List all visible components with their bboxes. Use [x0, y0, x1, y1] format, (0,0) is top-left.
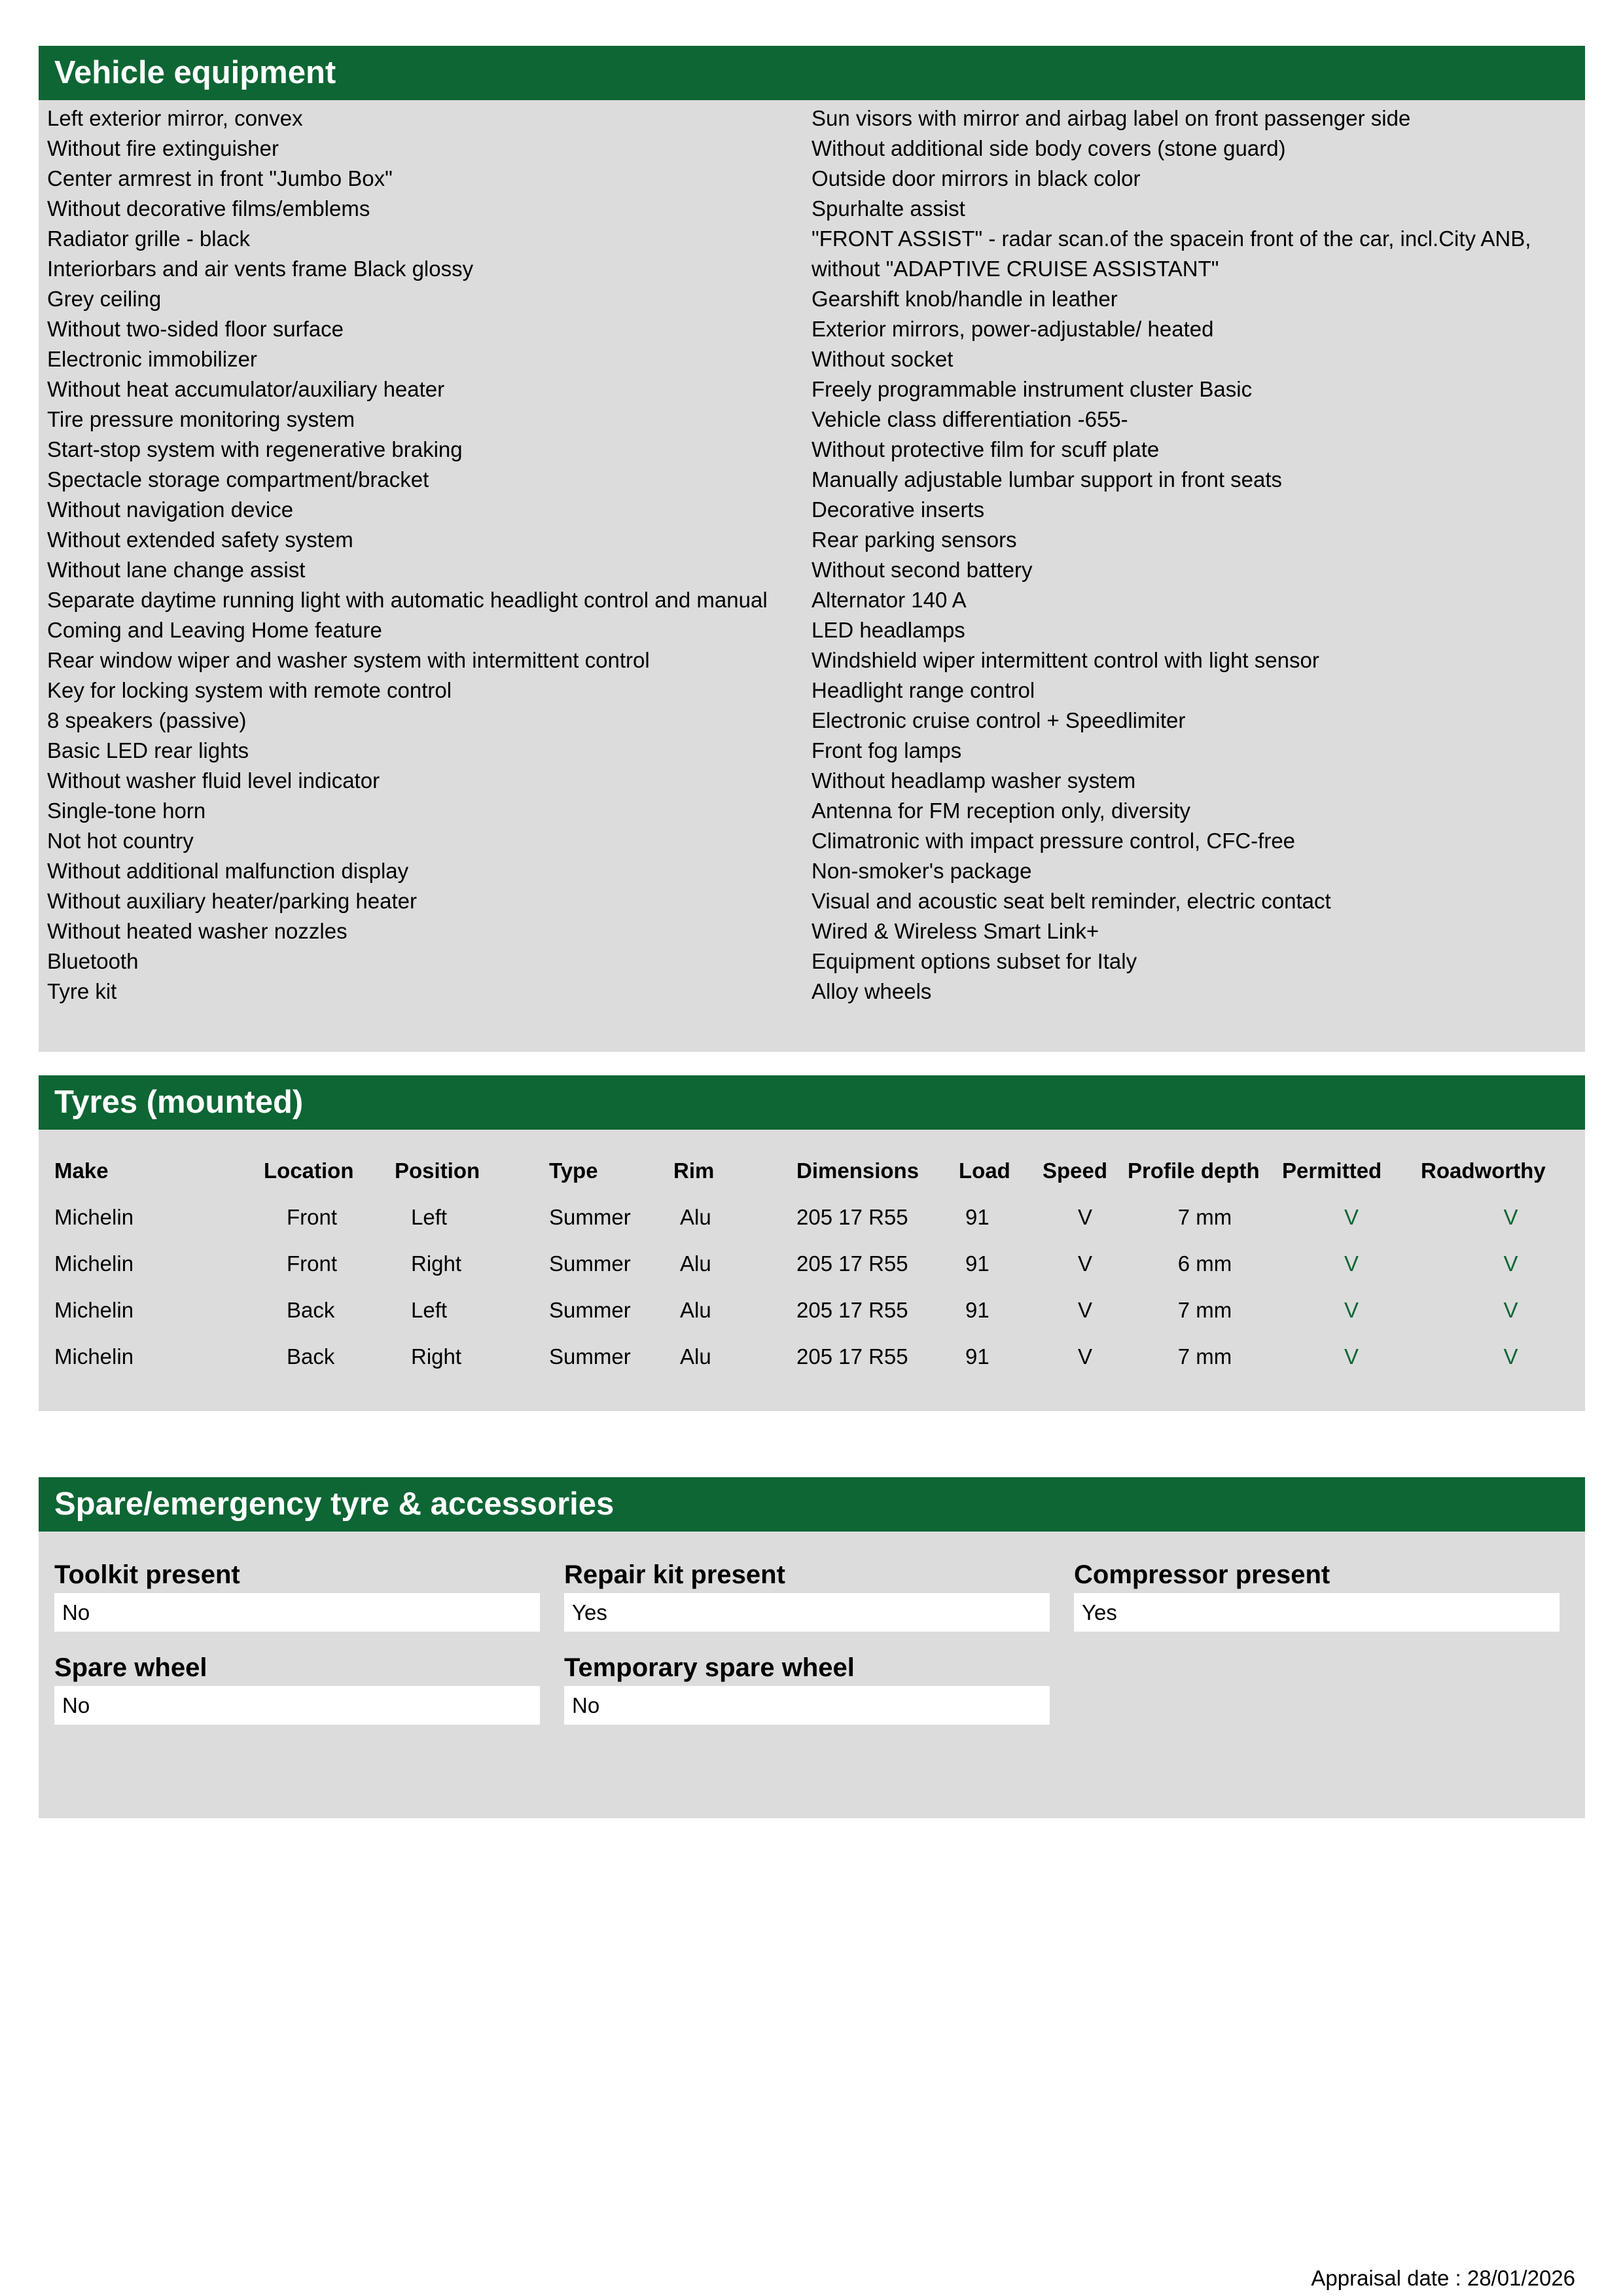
cell-dimensions: 205 17 R55	[796, 1204, 908, 1229]
equipment-item: Rear window wiper and washer system with intermittent control	[47, 648, 650, 672]
field-label: Spare wheel	[54, 1653, 207, 1682]
col-header-rim: Rim	[673, 1158, 715, 1183]
cell-load: 91	[965, 1344, 990, 1369]
tyres-table-body	[39, 1130, 1585, 1411]
equipment-item: Without second battery	[812, 558, 1033, 582]
equipment-item: Without additional malfunction display	[47, 859, 409, 883]
cell-type: Summer	[549, 1297, 631, 1322]
col-header-roadworthy: Roadworthy	[1421, 1158, 1546, 1183]
cell-rim: Alu	[680, 1297, 711, 1322]
cell-profile-depth: 7 mm	[1177, 1204, 1232, 1229]
permitted-check: V	[1344, 1251, 1359, 1276]
cell-location: Back	[287, 1344, 335, 1369]
table-row	[39, 1287, 1601, 1333]
col-header-dimensions: Dimensions	[796, 1158, 919, 1183]
equipment-item: Outside door mirrors in black color	[812, 166, 1141, 190]
equipment-item: Manually adjustable lumbar support in front seats	[812, 467, 1283, 492]
field-label: Compressor present	[1074, 1560, 1330, 1589]
equipment-item: Climatronic with impact pressure control, CFC-free	[812, 829, 1296, 853]
equipment-item: Spurhalte assist	[812, 196, 965, 221]
equipment-item: Center armrest in front "Jumbo Box"	[47, 166, 393, 190]
equipment-item: Without two-sided floor surface	[47, 317, 344, 341]
equipment-item: Antenna for FM reception only, diversity	[812, 798, 1190, 823]
equipment-item: Gearshift knob/handle in leather	[812, 287, 1118, 311]
cell-rim: Alu	[680, 1344, 711, 1369]
field-value: No	[54, 1593, 540, 1632]
cell-dimensions: 205 17 R55	[796, 1251, 908, 1276]
equipment-item: Left exterior mirror, convex	[47, 106, 303, 130]
equipment-item: Without decorative films/emblems	[47, 196, 370, 221]
equipment-item: Wired & Wireless Smart Link+	[812, 919, 1099, 943]
equipment-item: Headlight range control	[812, 678, 1035, 702]
cell-dimensions: 205 17 R55	[796, 1297, 908, 1322]
equipment-item: Tyre kit	[47, 979, 117, 1003]
equipment-item: Rear parking sensors	[812, 528, 1017, 552]
equipment-item: Electronic immobilizer	[47, 347, 257, 371]
field-value: No	[54, 1686, 540, 1725]
equipment-item: Without fire extinguisher	[47, 136, 279, 160]
col-header-make: Make	[54, 1158, 109, 1183]
cell-load: 91	[965, 1297, 990, 1322]
cell-position: Left	[411, 1204, 448, 1229]
section-title: Vehicle equipment	[39, 46, 1585, 100]
roadworthy-check: V	[1503, 1204, 1518, 1229]
equipment-item: Without navigation device	[47, 497, 294, 522]
field-value: Yes	[1074, 1593, 1560, 1632]
field-toolkit-present	[54, 1556, 540, 1632]
cell-make: Michelin	[54, 1297, 134, 1322]
cell-load: 91	[965, 1251, 990, 1276]
equipment-item: Sun visors with mirror and airbag label on front passenger side	[812, 106, 1411, 130]
equipment-item: Without heat accumulator/auxiliary heater	[47, 377, 445, 401]
equipment-item: Electronic cruise control + Speedlimiter	[812, 708, 1186, 732]
col-header-permitted: Permitted	[1282, 1158, 1382, 1183]
roadworthy-check: V	[1503, 1344, 1518, 1369]
col-header-profile-depth: Profile depth	[1128, 1158, 1260, 1183]
permitted-check: V	[1344, 1204, 1359, 1229]
cell-profile-depth: 7 mm	[1177, 1344, 1232, 1369]
spare-fields-body	[39, 1532, 1585, 1818]
equipment-item: Without lane change assist	[47, 558, 306, 582]
cell-profile-depth: 6 mm	[1177, 1251, 1232, 1276]
vehicle-equipment-section	[39, 46, 1585, 1052]
equipment-item: Interiorbars and air vents frame Black glossy	[47, 257, 474, 281]
cell-type: Summer	[549, 1344, 631, 1369]
table-row	[39, 1333, 1601, 1380]
equipment-item: Vehicle class differentiation -655-	[812, 407, 1128, 431]
table-row	[39, 1240, 1601, 1287]
appraisal-date: Appraisal date : 28/01/2026	[1311, 2266, 1575, 2290]
cell-load: 91	[965, 1204, 990, 1229]
cell-position: Right	[411, 1344, 462, 1369]
equipment-item: Basic LED rear lights	[47, 738, 249, 762]
cell-position: Left	[411, 1297, 448, 1322]
spare-tyre-accessories-section	[39, 1477, 1585, 1818]
equipment-item: Alternator 140 A	[812, 588, 967, 612]
cell-speed: V	[1077, 1251, 1092, 1276]
equipment-item: Exterior mirrors, power-adjustable/ heated	[812, 317, 1214, 341]
equipment-item: Freely programmable instrument cluster Basic	[812, 377, 1253, 401]
equipment-item: Without washer fluid level indicator	[47, 768, 380, 793]
equipment-item: Radiator grille - black	[47, 226, 250, 251]
col-header-location: Location	[264, 1158, 354, 1183]
equipment-item: Visual and acoustic seat belt reminder, electric contact	[812, 889, 1331, 913]
equipment-list-body	[39, 100, 1585, 1052]
field-label: Temporary spare wheel	[564, 1653, 855, 1682]
equipment-item: LED headlamps	[812, 618, 965, 642]
tyres-section	[39, 1075, 1585, 1411]
equipment-list-left	[39, 103, 812, 1052]
field-value: No	[564, 1686, 1050, 1725]
cell-make: Michelin	[54, 1204, 134, 1229]
col-header-type: Type	[549, 1158, 598, 1183]
equipment-item: Without socket	[812, 347, 954, 371]
equipment-item: Without extended safety system	[47, 528, 353, 552]
cell-make: Michelin	[54, 1344, 134, 1369]
cell-rim: Alu	[680, 1204, 711, 1229]
equipment-item: Separate daytime running light with automatic headlight control and manual	[47, 588, 768, 612]
col-header-speed: Speed	[1043, 1158, 1108, 1183]
cell-profile-depth: 7 mm	[1177, 1297, 1232, 1322]
equipment-item: Without protective film for scuff plate	[812, 437, 1160, 461]
cell-speed: V	[1077, 1204, 1092, 1229]
equipment-list-right	[812, 103, 1585, 1052]
field-repair-kit-present	[564, 1556, 1050, 1632]
field-compressor-present	[1074, 1556, 1560, 1632]
cell-type: Summer	[549, 1204, 631, 1229]
roadworthy-check: V	[1503, 1297, 1518, 1322]
roadworthy-check: V	[1503, 1251, 1518, 1276]
cell-position: Right	[411, 1251, 462, 1276]
section-title: Tyres (mounted)	[39, 1075, 1585, 1130]
field-label: Repair kit present	[564, 1560, 785, 1589]
cell-location: Front	[287, 1251, 338, 1276]
equipment-item: Tire pressure monitoring system	[47, 407, 355, 431]
equipment-item: Start-stop system with regenerative braking	[47, 437, 463, 461]
field-value: Yes	[564, 1593, 1050, 1632]
cell-rim: Alu	[680, 1251, 711, 1276]
cell-dimensions: 205 17 R55	[796, 1344, 908, 1369]
field-label: Toolkit present	[54, 1560, 240, 1589]
equipment-item: "FRONT ASSIST" - radar scan.of the spacein front of the car, incl.City ANB, without "ADAPTIVE CRUISE ASSISTANT"	[812, 226, 1531, 281]
equipment-item: Spectacle storage compartment/bracket	[47, 467, 429, 492]
table-row	[39, 1194, 1601, 1240]
equipment-item: Windshield wiper intermittent control with light sensor	[812, 648, 1319, 672]
permitted-check: V	[1344, 1297, 1359, 1322]
cell-location: Back	[287, 1297, 335, 1322]
table-header-row	[39, 1148, 1601, 1194]
equipment-item: Grey ceiling	[47, 287, 162, 311]
col-header-position: Position	[395, 1158, 480, 1183]
tyres-table	[39, 1148, 1601, 1380]
equipment-item: Bluetooth	[47, 949, 139, 973]
field-spare-wheel	[54, 1649, 540, 1725]
equipment-item: Key for locking system with remote control	[47, 678, 452, 702]
equipment-item: Without headlamp washer system	[812, 768, 1136, 793]
cell-speed: V	[1077, 1344, 1092, 1369]
equipment-item: Single-tone horn	[47, 798, 206, 823]
section-title: Spare/emergency tyre & accessories	[39, 1477, 1585, 1532]
equipment-item: Alloy wheels	[812, 979, 932, 1003]
cell-make: Michelin	[54, 1251, 134, 1276]
equipment-item: Without additional side body covers (stone guard)	[812, 136, 1286, 160]
equipment-item: Coming and Leaving Home feature	[47, 618, 382, 642]
equipment-item: 8 speakers (passive)	[47, 708, 247, 732]
cell-type: Summer	[549, 1251, 631, 1276]
equipment-item: Non-smoker's package	[812, 859, 1032, 883]
equipment-item: Front fog lamps	[812, 738, 962, 762]
col-header-load: Load	[959, 1158, 1010, 1183]
equipment-item: Not hot country	[47, 829, 194, 853]
equipment-item: Equipment options subset for Italy	[812, 949, 1137, 973]
equipment-item: Decorative inserts	[812, 497, 985, 522]
field-temporary-spare-wheel	[564, 1649, 1050, 1725]
cell-speed: V	[1077, 1297, 1092, 1322]
permitted-check: V	[1344, 1344, 1359, 1369]
equipment-item: Without heated washer nozzles	[47, 919, 348, 943]
equipment-item: Without auxiliary heater/parking heater	[47, 889, 417, 913]
cell-location: Front	[287, 1204, 338, 1229]
